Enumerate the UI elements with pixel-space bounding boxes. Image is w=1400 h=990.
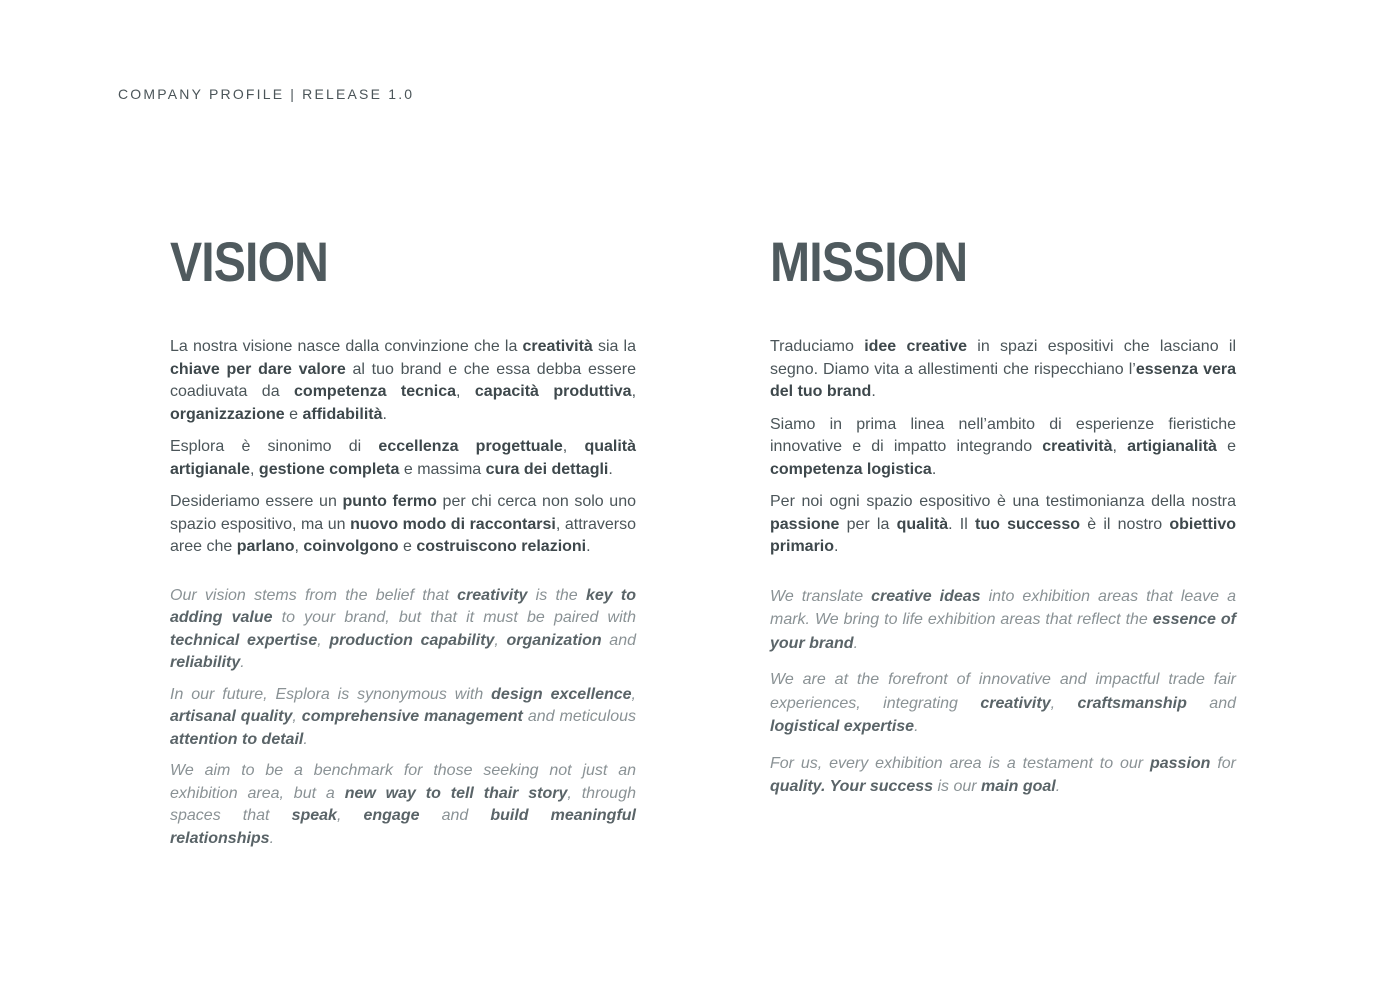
emphasis-text: essence of your brand [770, 611, 1236, 652]
mission-english-paragraph: We translate creative ideas into exhibition areas that leave a mark. We bring to life exhibition areas that reflect the essence of your brand. [770, 587, 1236, 652]
emphasis-text: eccellenza progettuale [378, 438, 563, 455]
emphasis-text: creativity [457, 586, 528, 604]
mission-paragraph: Traduciamo idee creative in spazi espositivi che lasciano il segno. Diamo vita a allestimenti che rispecchiano l’essenza vera del tuo brand. [770, 338, 1237, 400]
emphasis-text: capacità produttiva [474, 383, 632, 400]
emphasis-text: competenza tecnica [294, 383, 457, 400]
emphasis-text: nuovo modo di raccontarsi [350, 515, 556, 533]
emphasis-text: reliability [170, 654, 241, 671]
emphasis-text: comprehensive management [301, 708, 523, 725]
header-title: COMPANY PROFILE [118, 86, 285, 102]
emphasis-text: creatività [522, 338, 593, 355]
mission-paragraph: Per noi ogni spazio espositivo è una testimonianza della nostra passione per la qualità. Il tuo successo è il nostro obiettivo primario. [770, 493, 1236, 555]
emphasis-text: tuo successo [974, 515, 1081, 533]
emphasis-text: punto fermo [342, 493, 437, 510]
emphasis-text: coinvolgono [303, 538, 399, 555]
emphasis-text: affidabilità [302, 405, 383, 423]
emphasis-text: qualità artigianale [170, 438, 636, 478]
emphasis-text: organizzazione [170, 405, 285, 423]
emphasis-text: main goal [981, 778, 1056, 795]
emphasis-text: speak [291, 807, 337, 824]
mission-paragraph: Siamo in prima linea nell’ambito di esperienze fieristiche innovative e di impatto integrando creatività, artigianalità e competenza logistica. [770, 415, 1237, 478]
emphasis-text: essenza vera del tuo brand [770, 360, 1236, 400]
emphasis-text: creatività [1042, 438, 1113, 455]
mission-english-paragraph: For us, every exhibition area is a testament to our passion for quality. Your success is our main goal. [770, 754, 1236, 795]
emphasis-text: production capability [329, 631, 495, 649]
vision-english-paragraph: Our vision stems from the belief that creativity is the key to adding value to your brand, but that it must be paired with technical expertise, production capability, organization and reliability. [170, 586, 637, 671]
emphasis-text: design excellence [491, 685, 632, 703]
emphasis-text: obiettivo primario [770, 515, 1236, 555]
vision-paragraph: Esplora è sinonimo di eccellenza progettuale, qualità artigianale, gestione completa e massima cura dei dettagli. [170, 438, 636, 478]
emphasis-text: artisanal quality [170, 708, 293, 725]
emphasis-text: passione [770, 515, 840, 533]
emphasis-text: technical expertise [170, 631, 318, 649]
mission-english-paragraph: We are at the forefront of innovative and impactful trade fair experiences, integrating creativity, craftsmanship and logistical expertise. [770, 671, 1236, 735]
emphasis-text: competenza logistica [770, 460, 932, 478]
emphasis-text: creativity [980, 694, 1051, 712]
vision-paragraph: La nostra visione nasce dalla convinzione che la creatività sia la chiave per dare valore al tuo brand e che essa debba essere coadiuvata da competenza tecnica, capacità produttiva, organizzazione e affidabilità. [170, 338, 637, 423]
mission-italian-text [770, 336, 1236, 559]
vision-section [170, 230, 636, 859]
emphasis-text: chiave per dare valore [170, 360, 346, 378]
vision-english-paragraph: We aim to be a benchmark for those seeking not just an exhibition area, but a new way to tell thair story, through spaces that speak, engage and build meaningful relationships. [170, 762, 636, 847]
vision-english-text [170, 585, 636, 851]
vision-italian-text [170, 336, 636, 559]
emphasis-text: new way to tell thair story [344, 784, 568, 802]
emphasis-text: cura dei dettagli [485, 460, 609, 478]
header-separator: | [290, 86, 297, 102]
page-header [118, 86, 414, 102]
emphasis-text: key to adding value [170, 586, 637, 626]
emphasis-text: organization [506, 631, 602, 649]
header-release: RELEASE 1.0 [302, 86, 415, 102]
emphasis-text: creative ideas [871, 587, 981, 605]
mission-title: MISSION [770, 230, 968, 293]
vision-english-paragraph: In our future, Esplora is synonymous with design excellence, artisanal quality, comprehensive management and meticulous attention to detail. [170, 685, 636, 748]
mission-english-text [770, 585, 1236, 799]
emphasis-text: idee creative [864, 338, 967, 355]
emphasis-text: build meaningful relationships [170, 807, 636, 847]
emphasis-text: costruiscono relazioni [416, 538, 587, 555]
emphasis-text: attention to detail [170, 730, 304, 748]
emphasis-text: artigianalità [1127, 438, 1217, 455]
vision-paragraph: Desideriamo essere un punto fermo per chi cerca non solo uno spazio espositivo, ma un nuovo modo di raccontarsi, attraverso aree che parlano, coinvolgono e costruiscono relazioni. [170, 493, 637, 555]
mission-section [770, 230, 1236, 812]
emphasis-text: logistical expertise [770, 718, 915, 735]
emphasis-text: quality. Your success [770, 778, 934, 795]
emphasis-text: qualità [896, 515, 949, 533]
emphasis-text: craftsmanship [1077, 694, 1187, 712]
emphasis-text: parlano [236, 538, 295, 555]
emphasis-text: passion [1149, 754, 1211, 772]
vision-title: VISION [170, 230, 329, 293]
emphasis-text: engage [363, 807, 420, 824]
emphasis-text: gestione completa [258, 460, 400, 478]
